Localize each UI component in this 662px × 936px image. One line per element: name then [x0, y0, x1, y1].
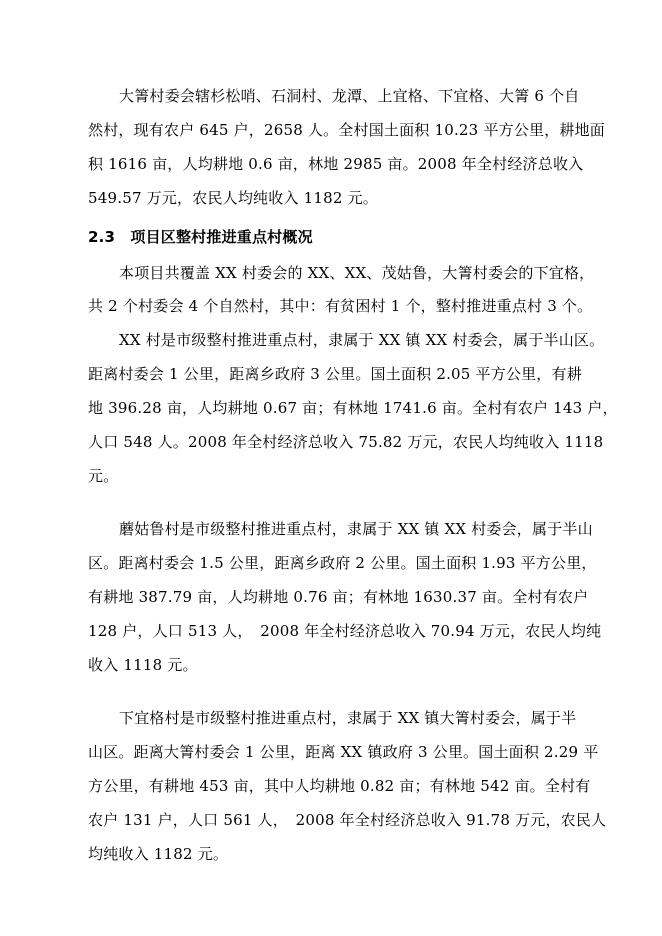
text-line: 共 2 个村委会 4 个自然村，其中：有贫困村 1 个，整村推进重点村 3 个。 [88, 297, 593, 315]
text-line: 距离村委会 1 公里，距离乡政府 3 公里。国土面积 2.05 平方公里，有耕 [88, 365, 582, 383]
text-line: XX 村是市级整村推进重点村，隶属于 XX 镇 XX 村委会，属于半山区。 [119, 331, 605, 349]
text-line: 下宜格村是市级整村推进重点村，隶属于 XX 镇大箐村委会，属于半 [119, 709, 577, 727]
text-line: 本项目共覆盖 XX 村委会的 XX、XX、茂姑鲁，大箐村委会的下宜格， [119, 264, 595, 282]
text-line: 方公里，有耕地 453 亩，其中人均耕地 0.82 亩；有林地 542 亩。全村有 [88, 777, 591, 795]
text-line: 地 396.28 亩，人均耕地 0.67 亩；有林地 1741.6 亩。全村有农户 143 户， [88, 399, 618, 417]
text-line: 农户 131 户，人口 561 人， 2008 年全村经济总收入 91.78 万元，农民人 [88, 811, 607, 829]
text-line: 大箐村委会辖杉松哨、石洞村、龙潭、上宜格、下宜格、大箐 6 个自 [119, 87, 580, 105]
text-line: 549.57 万元，农民人均纯收入 1182 元。 [88, 189, 378, 207]
text-line: 积 1616 亩，人均耕地 0.6 亩，林地 2985 亩。2008 年全村经济总收入 [88, 155, 584, 173]
text-line: 收入 1118 元。 [88, 656, 198, 674]
text-line: 蘑姑鲁村是市级整村推进重点村，隶属于 XX 镇 XX 村委会，属于半山 [119, 520, 593, 538]
text-line: 有耕地 387.79 亩，人均耕地 0.76 亩；有林地 1630.37 亩。全村有农户 [88, 588, 589, 606]
text-line: 区。距离村委会 1.5 公里，距离乡政府 2 公里。国土面积 1.93 平方公里， [88, 554, 597, 572]
section-heading: 2.3 项目区整村推进重点村概况 [88, 228, 313, 246]
text-line: 128 户，人口 513 人， 2008 年全村经济总收入 70.94 万元，农民人均纯 [88, 622, 602, 640]
text-line: 然村，现有农户 645 户，2658 人。全村国土面积 10.23 平方公里，耕地面 [88, 121, 605, 139]
text-line: 均纯收入 1182 元。 [88, 845, 229, 863]
text-line: 元。 [88, 467, 119, 485]
text-line: 人口 548 人。2008 年全村经济总收入 75.82 万元，农民人均纯收入 1118 [88, 433, 604, 451]
text-line: 山区。距离大箐村委会 1 公里，距离 XX 镇政府 3 公里。国土面积 2.29 平 [88, 743, 599, 761]
